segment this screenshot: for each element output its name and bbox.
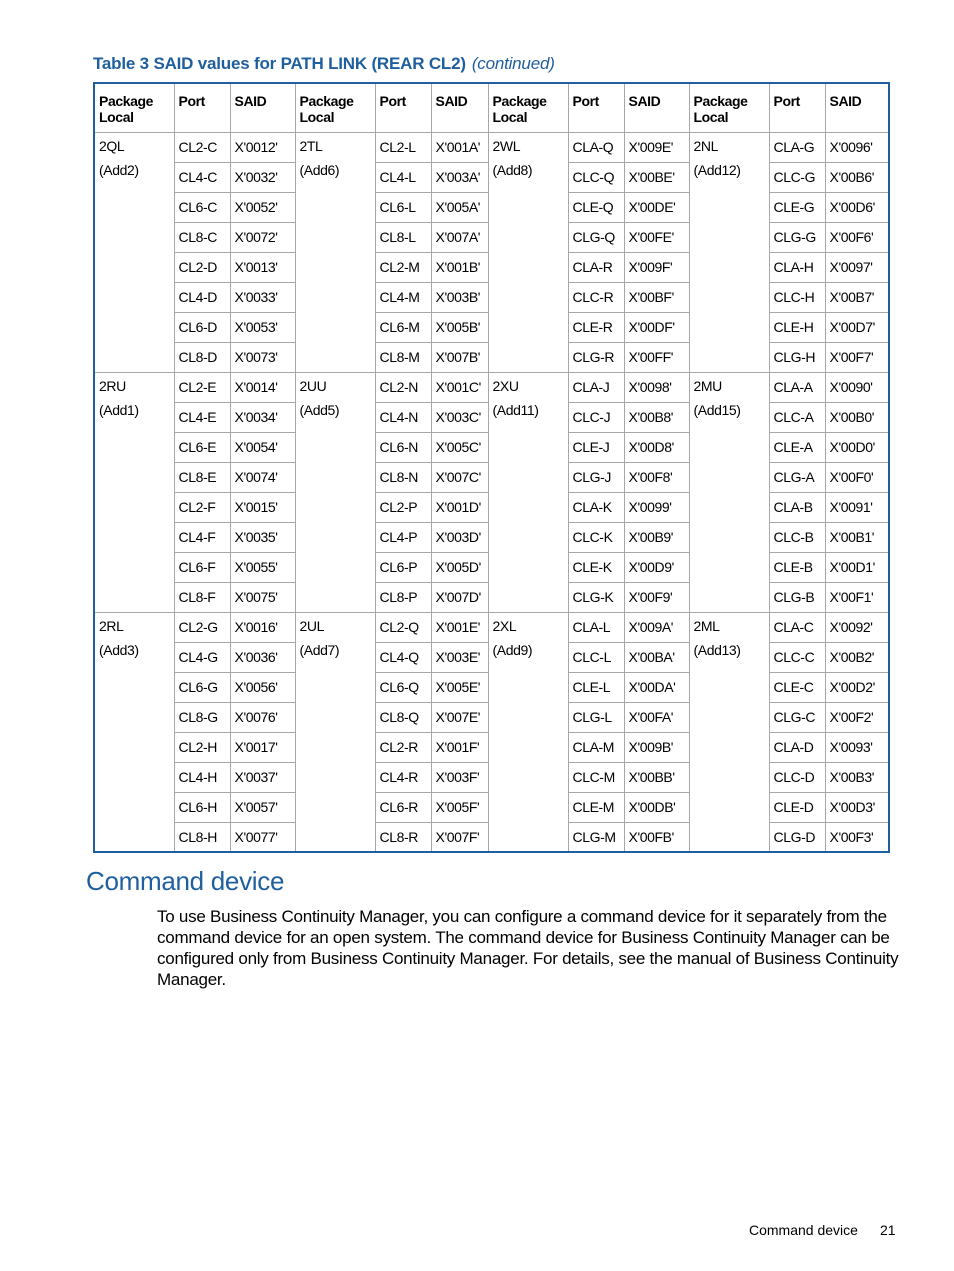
port-cell: CL6-D bbox=[174, 312, 230, 342]
port-cell: CLA-Q bbox=[568, 132, 624, 162]
said-cell: X'0091' bbox=[825, 492, 889, 522]
said-cell: X'00BF' bbox=[624, 282, 689, 312]
port-cell: CL2-R bbox=[375, 732, 431, 762]
said-cell: X'00D8' bbox=[624, 432, 689, 462]
said-cell: X'0092' bbox=[825, 612, 889, 642]
package-add-number: (Add3) bbox=[99, 641, 139, 658]
package-name: 2WL bbox=[492, 137, 521, 154]
column-header: SAID bbox=[624, 83, 689, 132]
package-local-cell bbox=[295, 372, 375, 612]
package-name: 2RL bbox=[99, 617, 124, 634]
said-cell: X'0013' bbox=[230, 252, 295, 282]
page-footer bbox=[749, 1222, 896, 1238]
said-cell: X'00B7' bbox=[825, 282, 889, 312]
said-cell: X'009A' bbox=[624, 612, 689, 642]
port-cell: CL8-C bbox=[174, 222, 230, 252]
port-cell: CL2-H bbox=[174, 732, 230, 762]
port-cell: CLG-Q bbox=[568, 222, 624, 252]
column-header: Package Local bbox=[689, 83, 769, 132]
port-cell: CLG-K bbox=[568, 582, 624, 612]
package-name: 2TL bbox=[299, 137, 323, 154]
package-name: 2RU bbox=[99, 377, 126, 394]
said-cell: X'00F2' bbox=[825, 702, 889, 732]
said-cell: X'005E' bbox=[431, 672, 488, 702]
port-cell: CLE-B bbox=[769, 552, 825, 582]
said-cell: X'005A' bbox=[431, 192, 488, 222]
port-cell: CL4-H bbox=[174, 762, 230, 792]
said-cell: X'0055' bbox=[230, 552, 295, 582]
port-cell: CLE-J bbox=[568, 432, 624, 462]
port-cell: CLG-C bbox=[769, 702, 825, 732]
said-cell: X'0036' bbox=[230, 642, 295, 672]
said-cell: X'001F' bbox=[431, 732, 488, 762]
said-cell: X'00D1' bbox=[825, 552, 889, 582]
said-cell: X'00F6' bbox=[825, 222, 889, 252]
port-cell: CLG-A bbox=[769, 462, 825, 492]
port-cell: CLG-L bbox=[568, 702, 624, 732]
port-cell: CLA-M bbox=[568, 732, 624, 762]
said-cell: X'0034' bbox=[230, 402, 295, 432]
said-cell: X'005D' bbox=[431, 552, 488, 582]
said-cell: X'007B' bbox=[431, 342, 488, 372]
port-cell: CL4-Q bbox=[375, 642, 431, 672]
package-name: 2QL bbox=[99, 137, 125, 154]
said-cell: X'007C' bbox=[431, 462, 488, 492]
column-header: SAID bbox=[825, 83, 889, 132]
port-cell: CLC-D bbox=[769, 762, 825, 792]
said-cell: X'0072' bbox=[230, 222, 295, 252]
port-cell: CLG-D bbox=[769, 822, 825, 852]
package-local-cell bbox=[488, 372, 568, 612]
package-local-cell bbox=[689, 372, 769, 612]
column-header: Port bbox=[568, 83, 624, 132]
port-cell: CL2-F bbox=[174, 492, 230, 522]
said-cell: X'0090' bbox=[825, 372, 889, 402]
table-caption bbox=[93, 54, 555, 74]
said-cell: X'00D3' bbox=[825, 792, 889, 822]
package-name: 2MU bbox=[693, 377, 722, 394]
said-cell: X'003C' bbox=[431, 402, 488, 432]
said-cell: X'00F1' bbox=[825, 582, 889, 612]
port-cell: CLC-R bbox=[568, 282, 624, 312]
said-cell: X'0054' bbox=[230, 432, 295, 462]
said-cell: X'0093' bbox=[825, 732, 889, 762]
section-paragraph: To use Business Continuity Manager, you can configure a command device for it separately from the command device for an open system. The command device for Business Continuity Manager can be configured only from Business Continuity Manager. For details, see the manual of Business Continuity Manager. bbox=[157, 907, 899, 989]
table-row bbox=[94, 612, 889, 642]
port-cell: CL2-E bbox=[174, 372, 230, 402]
port-cell: CLE-G bbox=[769, 192, 825, 222]
package-add-number: (Add1) bbox=[99, 401, 139, 418]
said-cell: X'00B1' bbox=[825, 522, 889, 552]
package-add-number: (Add15) bbox=[693, 401, 741, 418]
said-cell: X'001E' bbox=[431, 612, 488, 642]
said-cell: X'00FB' bbox=[624, 822, 689, 852]
said-cell: X'00FF' bbox=[624, 342, 689, 372]
said-cell: X'0096' bbox=[825, 132, 889, 162]
said-cell: X'0099' bbox=[624, 492, 689, 522]
package-local-cell bbox=[295, 132, 375, 372]
port-cell: CLE-A bbox=[769, 432, 825, 462]
port-cell: CL8-N bbox=[375, 462, 431, 492]
port-cell: CL4-D bbox=[174, 282, 230, 312]
said-cell: X'00B2' bbox=[825, 642, 889, 672]
said-cell: X'001B' bbox=[431, 252, 488, 282]
said-cell: X'0014' bbox=[230, 372, 295, 402]
port-cell: CLA-D bbox=[769, 732, 825, 762]
said-cell: X'00B8' bbox=[624, 402, 689, 432]
port-cell: CLG-G bbox=[769, 222, 825, 252]
package-add-number: (Add8) bbox=[492, 161, 533, 178]
port-cell: CLG-H bbox=[769, 342, 825, 372]
port-cell: CLE-R bbox=[568, 312, 624, 342]
package-local-cell bbox=[488, 612, 568, 852]
port-cell: CLA-L bbox=[568, 612, 624, 642]
package-local-cell bbox=[488, 132, 568, 372]
said-cell: X'00B9' bbox=[624, 522, 689, 552]
port-cell: CL4-L bbox=[375, 162, 431, 192]
port-cell: CLC-J bbox=[568, 402, 624, 432]
said-cell: X'00D2' bbox=[825, 672, 889, 702]
port-cell: CLA-C bbox=[769, 612, 825, 642]
said-cell: X'0053' bbox=[230, 312, 295, 342]
port-cell: CLA-H bbox=[769, 252, 825, 282]
port-cell: CL8-P bbox=[375, 582, 431, 612]
said-cell: X'0077' bbox=[230, 822, 295, 852]
port-cell: CLA-J bbox=[568, 372, 624, 402]
table-caption-continued: (continued) bbox=[471, 54, 555, 73]
said-cell: X'00B0' bbox=[825, 402, 889, 432]
port-cell: CLC-A bbox=[769, 402, 825, 432]
package-name: 2XU bbox=[492, 377, 519, 394]
column-header: Port bbox=[769, 83, 825, 132]
table-row bbox=[94, 372, 889, 402]
package-add-number: (Add5) bbox=[299, 401, 340, 418]
port-cell: CL4-R bbox=[375, 762, 431, 792]
port-cell: CL8-R bbox=[375, 822, 431, 852]
port-cell: CL2-L bbox=[375, 132, 431, 162]
package-add-number: (Add7) bbox=[299, 641, 340, 658]
said-cell: X'003D' bbox=[431, 522, 488, 552]
said-cell: X'00B6' bbox=[825, 162, 889, 192]
said-cell: X'001A' bbox=[431, 132, 488, 162]
package-name: 2ML bbox=[693, 617, 720, 634]
said-cell: X'005F' bbox=[431, 792, 488, 822]
package-local-cell bbox=[689, 612, 769, 852]
port-cell: CLG-M bbox=[568, 822, 624, 852]
table-row bbox=[94, 132, 889, 162]
said-cell: X'001D' bbox=[431, 492, 488, 522]
port-cell: CLE-M bbox=[568, 792, 624, 822]
port-cell: CLC-L bbox=[568, 642, 624, 672]
said-cell: X'0057' bbox=[230, 792, 295, 822]
said-cell: X'001C' bbox=[431, 372, 488, 402]
port-cell: CLA-K bbox=[568, 492, 624, 522]
said-cell: X'00F3' bbox=[825, 822, 889, 852]
port-cell: CLA-R bbox=[568, 252, 624, 282]
package-add-number: (Add11) bbox=[492, 401, 539, 418]
port-cell: CLE-D bbox=[769, 792, 825, 822]
said-cell: X'00D9' bbox=[624, 552, 689, 582]
package-add-number: (Add6) bbox=[299, 161, 340, 178]
package-name: 2UL bbox=[299, 617, 324, 634]
said-cell: X'00F7' bbox=[825, 342, 889, 372]
said-cell: X'00D0' bbox=[825, 432, 889, 462]
said-cell: X'00FA' bbox=[624, 702, 689, 732]
package-add-number: (Add12) bbox=[693, 161, 741, 178]
said-cell: X'00D7' bbox=[825, 312, 889, 342]
port-cell: CL8-Q bbox=[375, 702, 431, 732]
port-cell: CLC-M bbox=[568, 762, 624, 792]
port-cell: CL6-P bbox=[375, 552, 431, 582]
port-cell: CL6-R bbox=[375, 792, 431, 822]
column-header: Package Local bbox=[94, 83, 174, 132]
port-cell: CL4-G bbox=[174, 642, 230, 672]
said-cell: X'00D6' bbox=[825, 192, 889, 222]
said-cell: X'0076' bbox=[230, 702, 295, 732]
table-body bbox=[94, 132, 889, 852]
port-cell: CL6-C bbox=[174, 192, 230, 222]
port-cell: CL4-P bbox=[375, 522, 431, 552]
port-cell: CLE-L bbox=[568, 672, 624, 702]
column-header: SAID bbox=[230, 83, 295, 132]
section-heading: Command device bbox=[86, 866, 285, 896]
port-cell: CLG-J bbox=[568, 462, 624, 492]
package-name: 2NL bbox=[693, 137, 718, 154]
table-header-row bbox=[94, 83, 889, 132]
said-cell: X'007F' bbox=[431, 822, 488, 852]
said-cell: X'00F8' bbox=[624, 462, 689, 492]
said-cell: X'007D' bbox=[431, 582, 488, 612]
port-cell: CLG-R bbox=[568, 342, 624, 372]
package-add-number: (Add13) bbox=[693, 641, 741, 658]
port-cell: CL2-N bbox=[375, 372, 431, 402]
port-cell: CL4-N bbox=[375, 402, 431, 432]
said-cell: X'0056' bbox=[230, 672, 295, 702]
said-cell: X'007E' bbox=[431, 702, 488, 732]
column-header: Package Local bbox=[295, 83, 375, 132]
said-cell: X'003B' bbox=[431, 282, 488, 312]
said-cell: X'0016' bbox=[230, 612, 295, 642]
table-caption-title: Table 3 SAID values for PATH LINK (REAR CL2) bbox=[93, 54, 466, 73]
port-cell: CL2-C bbox=[174, 132, 230, 162]
said-cell: X'003F' bbox=[431, 762, 488, 792]
said-cell: X'00DB' bbox=[624, 792, 689, 822]
port-cell: CLE-K bbox=[568, 552, 624, 582]
port-cell: CLC-C bbox=[769, 642, 825, 672]
footer-section-label: Command device bbox=[749, 1222, 858, 1238]
said-cell: X'0098' bbox=[624, 372, 689, 402]
port-cell: CL6-N bbox=[375, 432, 431, 462]
port-cell: CL2-Q bbox=[375, 612, 431, 642]
package-local-cell bbox=[94, 372, 174, 612]
port-cell: CL8-G bbox=[174, 702, 230, 732]
port-cell: CL8-L bbox=[375, 222, 431, 252]
port-cell: CLC-B bbox=[769, 522, 825, 552]
said-cell: X'009B' bbox=[624, 732, 689, 762]
package-local-cell bbox=[689, 132, 769, 372]
port-cell: CLC-H bbox=[769, 282, 825, 312]
package-name: 2XL bbox=[492, 617, 517, 634]
said-cell: X'003E' bbox=[431, 642, 488, 672]
port-cell: CLG-B bbox=[769, 582, 825, 612]
port-cell: CL6-Q bbox=[375, 672, 431, 702]
port-cell: CL2-G bbox=[174, 612, 230, 642]
said-cell: X'00B3' bbox=[825, 762, 889, 792]
package-name: 2UU bbox=[299, 377, 327, 394]
column-header: Package Local bbox=[488, 83, 568, 132]
said-cell: X'0033' bbox=[230, 282, 295, 312]
said-cell: X'0074' bbox=[230, 462, 295, 492]
package-add-number: (Add2) bbox=[99, 161, 139, 178]
said-cell: X'00DA' bbox=[624, 672, 689, 702]
said-cell: X'007A' bbox=[431, 222, 488, 252]
said-cell: X'00F9' bbox=[624, 582, 689, 612]
said-values-table bbox=[93, 82, 890, 853]
port-cell: CL8-M bbox=[375, 342, 431, 372]
port-cell: CL8-E bbox=[174, 462, 230, 492]
port-cell: CLA-G bbox=[769, 132, 825, 162]
port-cell: CLC-G bbox=[769, 162, 825, 192]
said-cell: X'0073' bbox=[230, 342, 295, 372]
port-cell: CLE-H bbox=[769, 312, 825, 342]
said-cell: X'0037' bbox=[230, 762, 295, 792]
said-cell: X'00DF' bbox=[624, 312, 689, 342]
port-cell: CL2-D bbox=[174, 252, 230, 282]
said-cell: X'009F' bbox=[624, 252, 689, 282]
port-cell: CL6-L bbox=[375, 192, 431, 222]
said-cell: X'00BA' bbox=[624, 642, 689, 672]
port-cell: CL4-F bbox=[174, 522, 230, 552]
said-cell: X'0017' bbox=[230, 732, 295, 762]
package-local-cell bbox=[94, 612, 174, 852]
column-header: Port bbox=[174, 83, 230, 132]
port-cell: CL6-G bbox=[174, 672, 230, 702]
said-cell: X'00FE' bbox=[624, 222, 689, 252]
said-cell: X'0052' bbox=[230, 192, 295, 222]
said-cell: X'00F0' bbox=[825, 462, 889, 492]
said-cell: X'0032' bbox=[230, 162, 295, 192]
said-cell: X'0012' bbox=[230, 132, 295, 162]
port-cell: CLA-A bbox=[769, 372, 825, 402]
port-cell: CL6-M bbox=[375, 312, 431, 342]
port-cell: CL4-E bbox=[174, 402, 230, 432]
port-cell: CLE-C bbox=[769, 672, 825, 702]
said-cell: X'00BB' bbox=[624, 762, 689, 792]
package-local-cell bbox=[94, 132, 174, 372]
port-cell: CL8-H bbox=[174, 822, 230, 852]
port-cell: CL8-F bbox=[174, 582, 230, 612]
port-cell: CLA-B bbox=[769, 492, 825, 522]
port-cell: CL6-F bbox=[174, 552, 230, 582]
said-cell: X'0035' bbox=[230, 522, 295, 552]
said-cell: X'00BE' bbox=[624, 162, 689, 192]
said-cell: X'005C' bbox=[431, 432, 488, 462]
package-add-number: (Add9) bbox=[492, 641, 533, 658]
package-local-cell bbox=[295, 612, 375, 852]
said-cell: X'003A' bbox=[431, 162, 488, 192]
port-cell: CLC-Q bbox=[568, 162, 624, 192]
said-cell: X'009E' bbox=[624, 132, 689, 162]
port-cell: CL6-E bbox=[174, 432, 230, 462]
said-cell: X'005B' bbox=[431, 312, 488, 342]
said-cell: X'0075' bbox=[230, 582, 295, 612]
column-header: Port bbox=[375, 83, 431, 132]
said-cell: X'00DE' bbox=[624, 192, 689, 222]
port-cell: CL2-P bbox=[375, 492, 431, 522]
port-cell: CL6-H bbox=[174, 792, 230, 822]
port-cell: CL8-D bbox=[174, 342, 230, 372]
page-number: 21 bbox=[879, 1222, 896, 1238]
said-cell: X'0015' bbox=[230, 492, 295, 522]
port-cell: CL2-M bbox=[375, 252, 431, 282]
column-header: SAID bbox=[431, 83, 488, 132]
port-cell: CL4-C bbox=[174, 162, 230, 192]
port-cell: CLE-Q bbox=[568, 192, 624, 222]
port-cell: CL4-M bbox=[375, 282, 431, 312]
port-cell: CLC-K bbox=[568, 522, 624, 552]
said-cell: X'0097' bbox=[825, 252, 889, 282]
